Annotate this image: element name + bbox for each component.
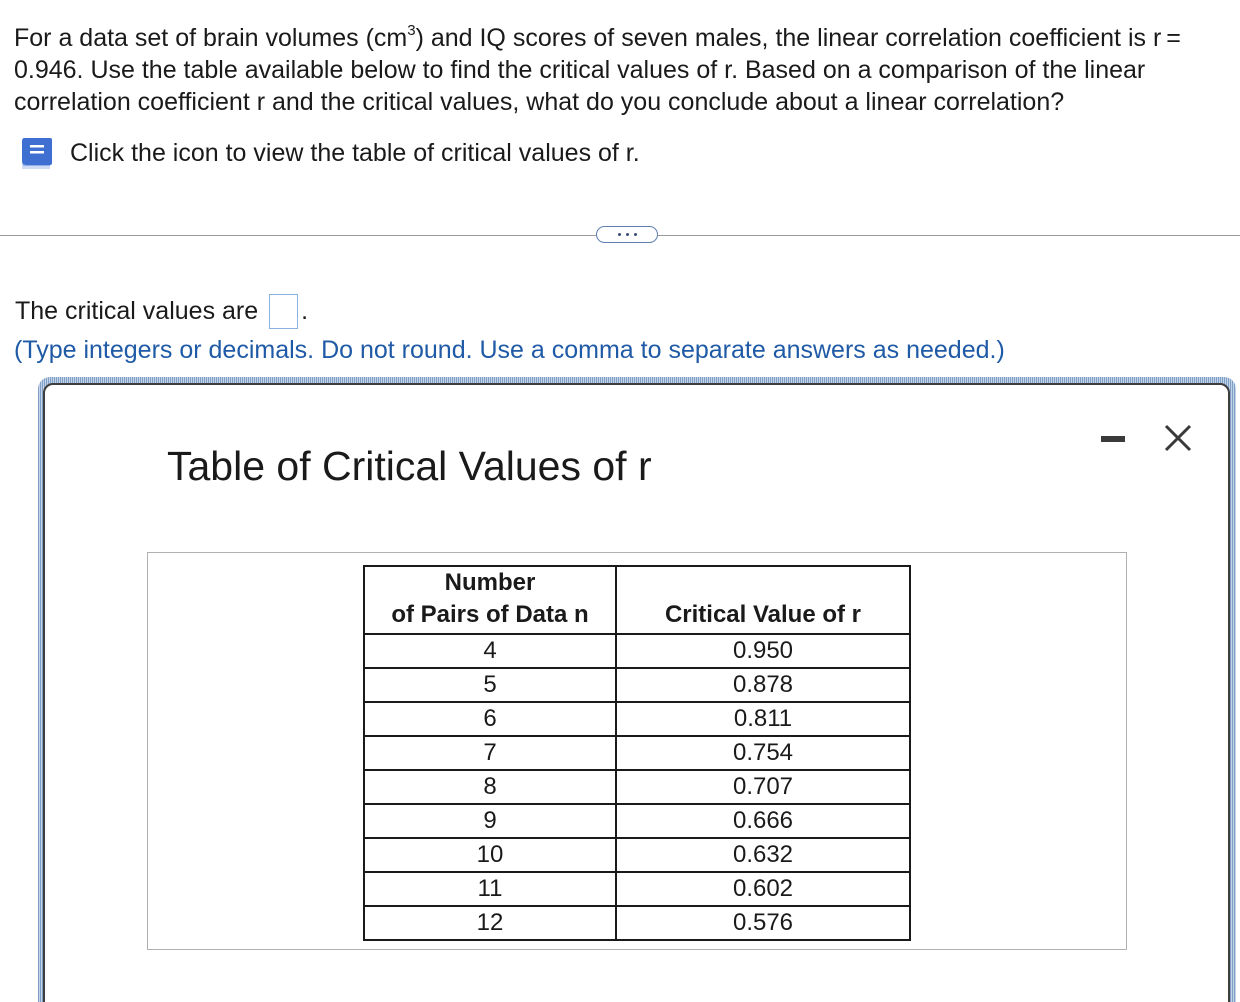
dot (618, 233, 621, 236)
cell-n: 11 (364, 872, 616, 906)
cell-n: 5 (364, 668, 616, 702)
tool-link-label[interactable]: Click the icon to view the table of critical values of r. (70, 138, 640, 167)
table-row (364, 906, 910, 940)
table-row (364, 770, 910, 804)
cell-critical-value: 0.602 (616, 872, 910, 906)
cell-n: 9 (364, 804, 616, 838)
question-part-1: For a data set of brain volumes (cm (14, 24, 408, 52)
ellipsis-icon[interactable] (596, 226, 658, 243)
cell-critical-value: 0.754 (616, 736, 910, 770)
cell-n: 12 (364, 906, 616, 940)
cell-n: 7 (364, 736, 616, 770)
answer-hint: (Type integers or decimals. Do not round. Use a comma to separate answers as needed.) (14, 336, 1005, 364)
critical-values-table (363, 565, 911, 941)
cell-n: 8 (364, 770, 616, 804)
table-frame (147, 552, 1127, 950)
dot (626, 233, 629, 236)
header-r: Critical Value of r (616, 566, 910, 634)
cell-critical-value: 0.666 (616, 804, 910, 838)
table-row (364, 736, 910, 770)
cell-n: 4 (364, 634, 616, 668)
critical-values-popup (43, 383, 1230, 1002)
book-icon[interactable] (16, 134, 56, 172)
cell-critical-value: 0.576 (616, 906, 910, 940)
tool-link-row (16, 134, 640, 172)
critical-values-input[interactable] (269, 294, 298, 329)
table-row (364, 702, 910, 736)
answer-prefix: The critical values are (15, 297, 259, 325)
header-n: Number of Pairs of Data n (364, 566, 616, 634)
table-body (364, 634, 910, 940)
table-row (364, 838, 910, 872)
answer-row (15, 294, 308, 329)
cell-critical-value: 0.811 (616, 702, 910, 736)
cell-critical-value: 0.707 (616, 770, 910, 804)
question-text (14, 22, 1230, 118)
popup-title: Table of Critical Values of r (167, 443, 652, 489)
question-superscript: 3 (407, 21, 416, 39)
table-row (364, 634, 910, 668)
table-row (364, 804, 910, 838)
answer-suffix: . (301, 297, 309, 325)
close-icon[interactable] (1161, 421, 1195, 455)
cell-n: 6 (364, 702, 616, 736)
dot (634, 233, 637, 236)
table-row (364, 872, 910, 906)
minimize-bar (1101, 436, 1125, 442)
cell-n: 10 (364, 838, 616, 872)
minimize-icon[interactable] (1099, 431, 1127, 447)
table-row (364, 668, 910, 702)
cell-critical-value: 0.632 (616, 838, 910, 872)
question-part-2: ) and IQ scores of seven males, the linear correlation coefficient is r = 0.946. Use the table available below to find the critical values of r. Based on a comparison of the linear correlation coefficient r and the critical values, what do you conclude about a linear correlation? (14, 24, 1186, 116)
cell-critical-value: 0.950 (616, 634, 910, 668)
table-header-row (364, 566, 910, 634)
cell-critical-value: 0.878 (616, 668, 910, 702)
